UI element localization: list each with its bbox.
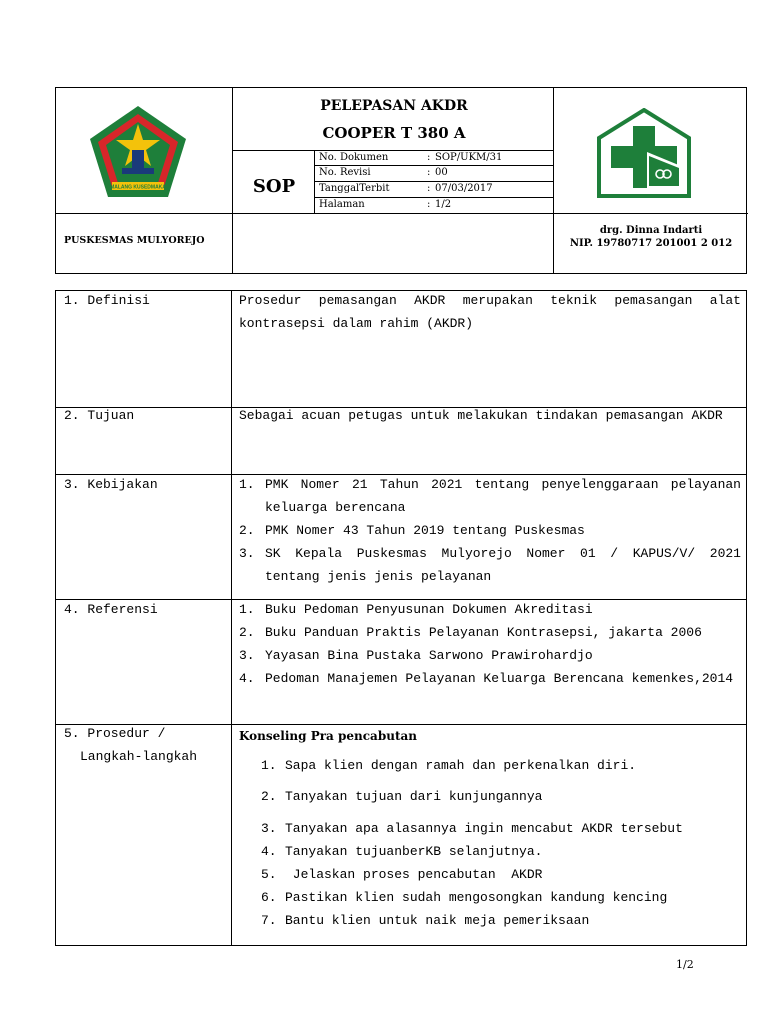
list-item <box>239 644 741 667</box>
meta-row <box>315 151 552 166</box>
step-text: Bantu klien untuk naik meja pemeriksaan <box>285 913 590 928</box>
prosedur-heading-text: Konseling Pra pencabutan <box>239 729 417 743</box>
list-item <box>239 621 741 644</box>
referensi-list <box>239 598 741 690</box>
list-number: 1. <box>239 602 255 617</box>
list-text: Buku Panduan Praktis Pelayanan Kontrasepsi, jakarta 2006 <box>265 625 702 640</box>
list-number: 2. <box>239 523 255 538</box>
malang-city-logo <box>88 104 188 199</box>
list-text: SK Kepala Puskesmas Mulyorejo Nomer 01 / KAPUS/V/ 2021 tentang jenis jenis pelayanan <box>265 546 741 584</box>
column-divider <box>231 291 232 946</box>
step-number: 7. <box>261 913 277 928</box>
procedure-step <box>261 821 683 836</box>
step-text: Pastikan klien sudah mengosongkan kandung kencing <box>285 890 668 905</box>
signer-block <box>554 224 748 250</box>
meta-sep: : <box>427 152 431 163</box>
step-text: Tanyakan tujuan dari kunjungannya <box>285 789 543 804</box>
step-number: 3. <box>261 821 277 836</box>
section-label-referensi: 4. Referensi <box>64 602 158 617</box>
header-divider <box>553 213 748 214</box>
signer-name: drg. Dinna Indarti <box>599 225 703 236</box>
definisi-text: Prosedur pemasangan AKDR merupakan teknik pemasangan alat kontrasepsi dalam rahim (AKDR) <box>239 293 741 331</box>
meta-value: SOP/UKM/31 <box>435 152 503 163</box>
list-text: PMK Nomer 21 Tahun 2021 tentang penyelenggaraan pelayanan keluarga berencana <box>265 477 741 515</box>
section-label-kebijakan: 3. Kebijakan <box>64 477 158 492</box>
step-number: 4. <box>261 844 277 859</box>
procedure-step <box>261 913 589 928</box>
section-label-definisi: 1. Definisi <box>64 293 150 308</box>
step-number: 1. <box>261 758 277 773</box>
step-text: Tanyakan apa alasannya ingin mencabut AKDR tersebut <box>285 821 683 836</box>
meta-sep: : <box>427 167 431 178</box>
kebijakan-list <box>239 473 741 588</box>
signer-nip: NIP. 19780717 201001 2 012 <box>569 238 733 249</box>
prosedur-heading <box>239 725 741 748</box>
meta-value: 07/03/2017 <box>435 183 493 194</box>
procedure-step <box>261 844 542 859</box>
document-title: PELEPASAN AKDR <box>320 98 468 114</box>
prosedur-label-line1: 5. Prosedur / <box>64 726 166 741</box>
list-text: Buku Pedoman Penyusunan Dokumen Akreditasi <box>265 602 593 617</box>
meta-row <box>315 166 552 181</box>
tujuan-text: Sebagai acuan petugas untuk melakukan tindakan pemasangan AKDR <box>239 408 723 423</box>
meta-key: Halaman <box>319 199 365 210</box>
puskesmas-name: PUSKESMAS MULYOREJO <box>64 235 205 246</box>
list-item <box>239 473 741 519</box>
list-number: 2. <box>239 625 255 640</box>
section-label-tujuan: 2. Tujuan <box>64 408 135 423</box>
list-item <box>239 519 741 542</box>
list-text: PMK Nomer 43 Tahun 2019 tentang Puskesmas <box>265 523 585 538</box>
sop-label: SOP <box>252 176 296 197</box>
meta-key: No. Revisi <box>319 167 371 178</box>
list-text: Yayasan Bina Pustaka Sarwono Prawirohardjo <box>265 648 593 663</box>
header-divider <box>56 213 233 214</box>
sop-header-table <box>55 87 747 274</box>
meta-value: 00 <box>435 167 448 178</box>
meta-key: TanggalTerbit <box>319 183 390 194</box>
meta-value: 1/2 <box>435 199 452 210</box>
list-number: 3. <box>239 546 255 561</box>
list-number: 3. <box>239 648 255 663</box>
procedure-step <box>261 758 636 773</box>
step-text: Tanyakan tujuanberKB selanjutnya. <box>285 844 543 859</box>
prosedur-label-line2: Langkah-langkah <box>80 749 198 764</box>
list-item <box>239 598 741 621</box>
step-text: Jelaskan proses pencabutan AKDR <box>285 867 543 882</box>
header-divider <box>232 213 553 214</box>
step-number: 5. <box>261 867 277 882</box>
document-subtitle: COOPER T 380 A <box>322 124 466 142</box>
meta-row <box>315 182 552 197</box>
list-item <box>239 667 741 690</box>
meta-sep: : <box>427 199 431 210</box>
list-item <box>239 542 741 588</box>
procedure-step <box>261 867 542 882</box>
list-text: Pedoman Manajemen Pelayanan Keluarga Berencana kemenkes,2014 <box>265 671 734 686</box>
step-text: Sapa klien dengan ramah dan perkenalkan diri. <box>285 758 637 773</box>
sop-content-table <box>55 290 747 946</box>
procedure-step <box>261 890 667 905</box>
list-number: 1. <box>239 477 255 492</box>
list-number: 4. <box>239 671 255 686</box>
section-label-prosedur <box>64 722 197 768</box>
page-number: 1/2 <box>676 958 694 971</box>
meta-row <box>315 198 552 213</box>
header-divider <box>232 88 233 274</box>
meta-key: No. Dokumen <box>319 152 389 163</box>
meta-sep: : <box>427 183 431 194</box>
svg-text:MALANG KUSEDMAKA: MALANG KUSEDMAKA <box>110 184 166 191</box>
step-number: 6. <box>261 890 277 905</box>
procedure-step <box>261 789 542 804</box>
step-number: 2. <box>261 789 277 804</box>
puskesmas-logo <box>597 108 691 198</box>
